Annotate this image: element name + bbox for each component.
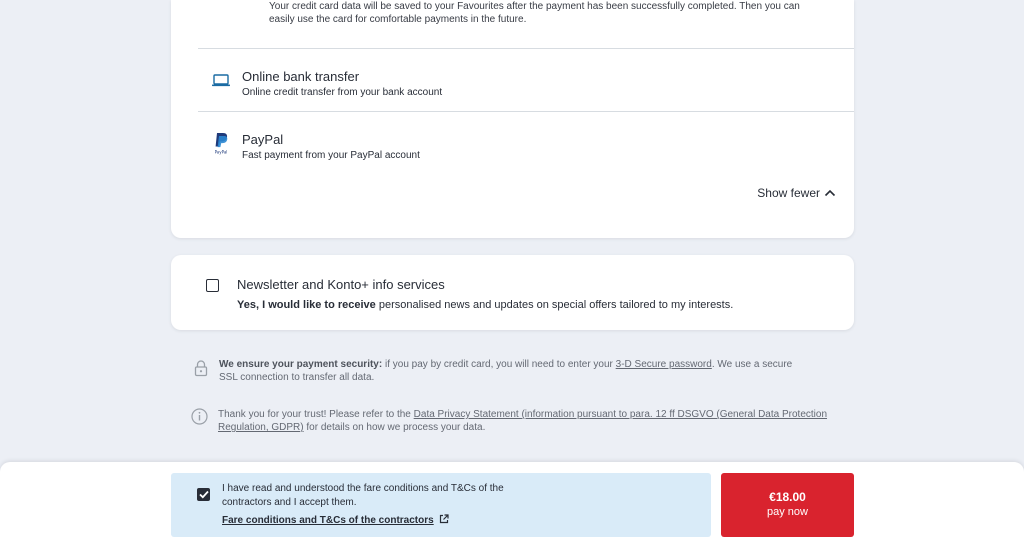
payment-method-paypal[interactable] [198,112,854,174]
security-info-text [219,358,809,384]
privacy-info-text-after: for details on how we process your data. [303,422,486,433]
fare-conditions-link-label: Fare conditions and T&Cs of the contractors [222,515,434,526]
payment-security-info [193,358,813,384]
data-privacy-statement-link[interactable]: Data Privacy Statement (information pursuant to para. 12 ff DSGVO (General Data Protection Regulation, GDPR) [218,409,828,433]
method-title: PayPal [242,132,284,147]
method-subtitle: Online credit transfer from your bank account [242,87,443,98]
newsletter-card [171,255,854,330]
newsletter-title: Newsletter and Konto+ info services [237,277,445,292]
newsletter-checkbox[interactable] [206,279,219,292]
payment-method-online-bank-transfer[interactable] [198,49,854,111]
pay-amount: €18.00 [769,490,806,504]
chevron-up-icon [824,186,836,200]
privacy-info-text-before: Thank you for your trust! Please refer to the [218,409,414,420]
pay-now-button[interactable] [721,473,854,537]
method-subtitle: Fast payment from your PayPal account [242,150,420,161]
newsletter-rest-text: personalised news and updates on special offers tailored to my interests. [375,299,734,311]
privacy-info-text [218,408,836,434]
security-info-text-after: . We use a secure SSL connection to transfer all data. [219,359,793,383]
newsletter-bold-text: Yes, I would like to receive [237,299,376,311]
show-fewer-label: Show fewer [757,186,820,200]
3d-secure-link[interactable]: 3-D Secure password [615,359,712,370]
checkout-bar [0,462,1024,555]
external-link-icon [439,514,449,527]
terms-acceptance-box [171,473,711,537]
security-info-text-before: if you pay by credit card, you will need to enter your [382,359,616,370]
lock-icon [193,359,209,384]
newsletter-description [237,299,733,311]
checkmark-icon [199,490,209,499]
info-icon [191,408,208,434]
terms-checkbox[interactable] [197,488,210,501]
privacy-info [191,408,836,434]
payment-methods-card [171,0,854,238]
fare-conditions-link[interactable] [222,514,449,527]
method-title: Online bank transfer [242,69,360,84]
laptop-icon [210,69,232,91]
paypal-icon [210,131,232,153]
svg-text:PayPal: PayPal [214,149,228,155]
show-fewer-button[interactable] [757,186,836,200]
terms-text: I have read and understood the fare conditions and T&Cs of the contractors and I accept them. [222,483,504,508]
pay-label: pay now [767,506,808,518]
security-info-bold: We ensure your payment security: [219,359,383,370]
credit-card-save-note: Your credit card data will be saved to your Favourites after the payment has been successfully completed. Then you can easily use the card for comfortable payments in the future. [269,1,800,25]
